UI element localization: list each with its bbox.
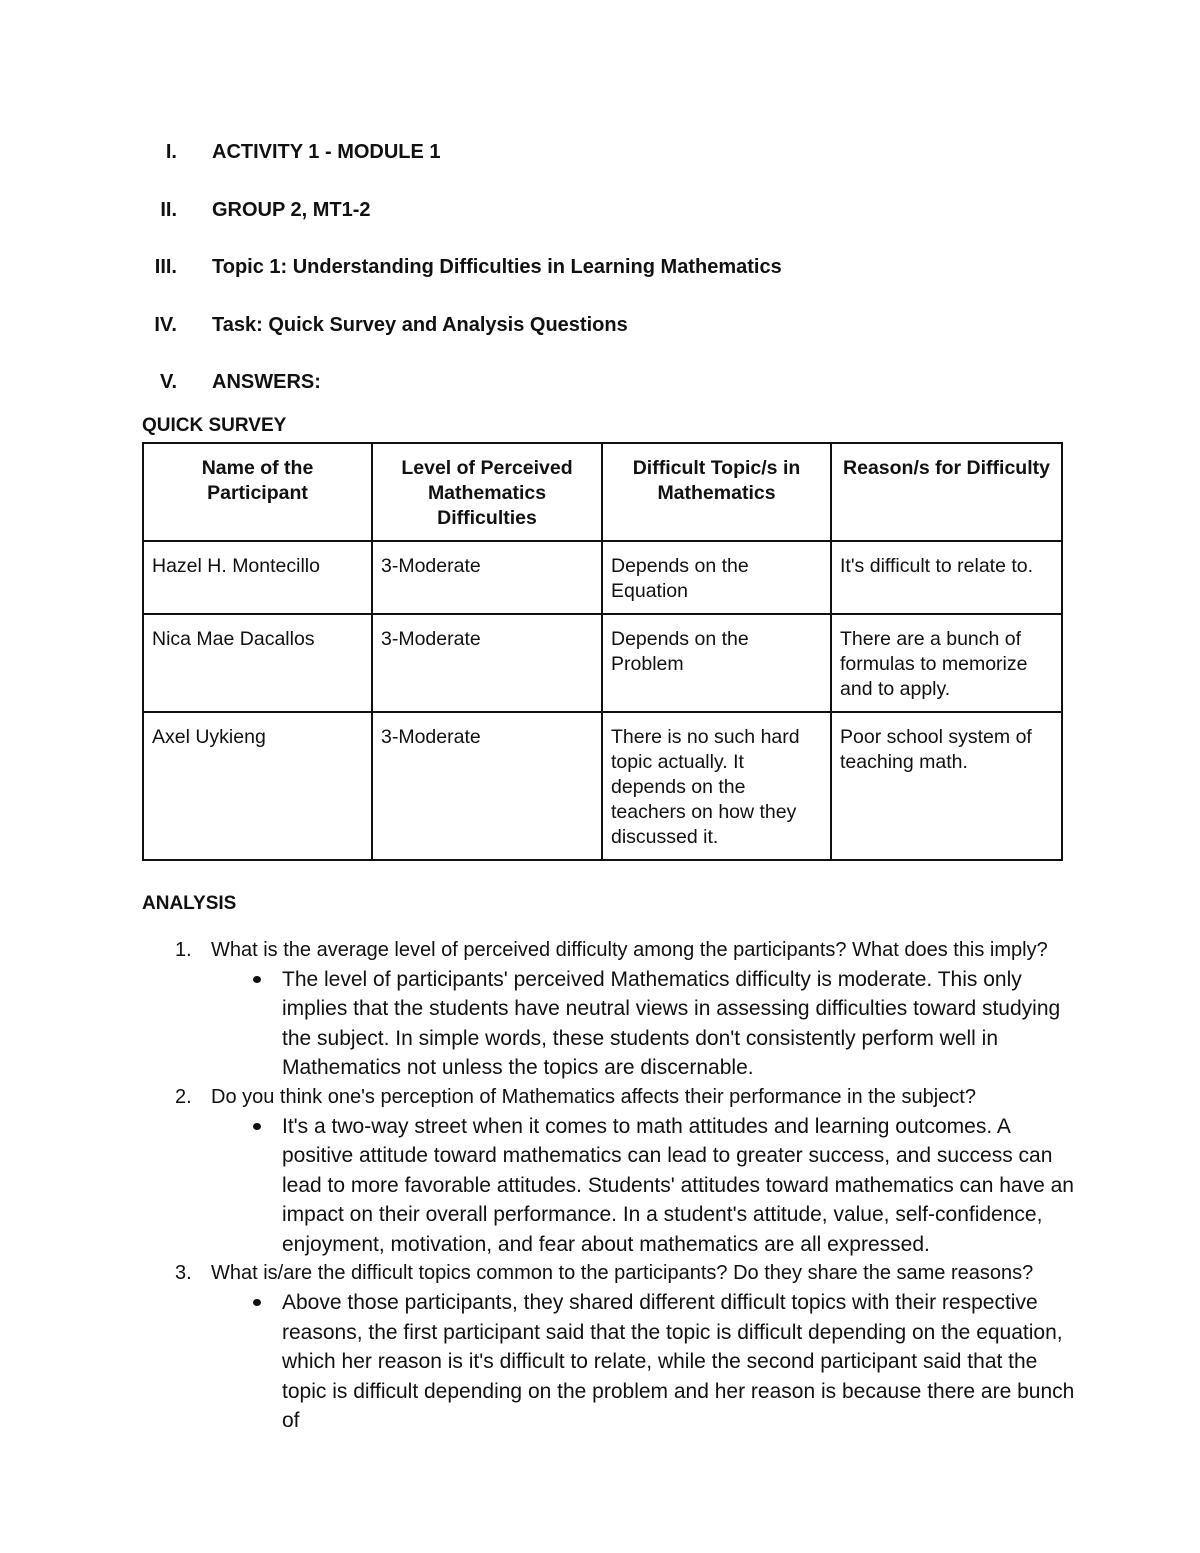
cell-difficult-topic: There is no such hard topic actually. It depends on the teachers on how they discussed it. [602,712,831,860]
cell-difficulty-level: 3-Moderate [372,541,602,614]
cell-reason: It's difficult to relate to. [831,541,1062,614]
cell-difficulty-level: 3-Moderate [372,614,602,712]
answer-text: It's a two-way street when it comes to math attitudes and learning outcomes. A positive attitude toward mathematics can lead to greater success, and success can lead to more favorable attitudes. Students' attitudes toward mathematics can have an impact on their overall performance. In a student's attitude, value, self-confidence, enjoyment, motivation, and fear about mathematics are all expressed. [282,1114,1074,1256]
outline-number: II. [160,198,177,221]
quick-survey-heading: QUICK SURVEY [142,414,287,436]
analysis-list [142,936,1120,1436]
analysis-item [142,1259,1120,1436]
bullet-icon [253,976,261,983]
outline-number: III. [154,256,177,278]
question-text: What is/are the difficult topics common to the participants? Do they share the same reasons? [211,1262,1034,1284]
cell-participant-name: Axel Uykieng [143,712,372,860]
cell-participant-name: Hazel H. Montecillo [143,541,372,614]
cell-participant-name: Nica Mae Dacallos [143,614,372,712]
table-row [143,614,1062,712]
outline-text: Task: Quick Survey and Analysis Questions [212,313,628,336]
outline-text: ANSWERS: [212,371,321,393]
analysis-answer [142,965,1080,1083]
table-header-row [143,443,1062,541]
outline-number: V. [159,371,177,393]
header-difficult-topics: Difficult Topic/s in Mathematics [602,443,831,541]
question-number: 2. [175,1085,192,1108]
header-difficulty-level: Level of Perceived Mathematics Difficulties [372,443,602,541]
outline-text: ACTIVITY 1 - MODULE 1 [212,141,441,163]
bullet-icon [253,1299,261,1306]
analysis-answer [142,1288,1080,1436]
table-row [143,712,1062,860]
outline-item-task [142,313,1120,337]
cell-difficult-topic: Depends on the Equation [602,541,831,614]
question-text: What is the average level of perceived difficulty among the participants? What does this imply? [211,938,1048,961]
outline-item-group [142,198,1120,222]
question-number: 3. [175,1262,192,1284]
outline-text: Topic 1: Understanding Difficulties in Learning Mathematics [212,256,782,278]
answer-text: The level of participants' perceived Mathematics difficulty is moderate. This only implies that the students have neutral views in assessing difficulties toward studying the subject. In simple words, these students don't consistently perform well in Mathematics not unless the topics are discernable. [282,967,1061,1079]
analysis-question [142,936,1120,965]
outline-number: I. [165,141,177,163]
cell-difficulty-level: 3-Moderate [372,712,602,860]
outline-text: GROUP 2, MT1-2 [212,198,371,221]
cell-reason: Poor school system of teaching math. [831,712,1062,860]
outline-item-answers [142,370,1120,394]
header-reasons: Reason/s for Difficulty [831,443,1062,541]
question-text: Do you think one's perception of Mathematics affects their performance in the subject? [211,1085,976,1108]
analysis-item [142,1083,1120,1260]
outline-number: IV. [154,313,177,336]
header-participant-name: Name of the Participant [143,443,372,541]
analysis-question [142,1083,1120,1112]
analysis-answer [142,1112,1080,1260]
table-row [143,541,1062,614]
outline-item-activity [142,140,1120,164]
header-outline [142,140,1120,394]
cell-reason: There are a bunch of formulas to memorize and to apply. [831,614,1062,712]
quick-survey-table [142,442,1063,861]
bullet-icon [253,1123,261,1130]
analysis-heading: ANALYSIS [142,892,237,914]
question-number: 1. [175,938,192,961]
answer-text: Above those participants, they shared different difficult topics with their respective reasons, the first participant said that the topic is difficult depending on the equation, which her reason is it's difficult to relate, while the second participant said that the topic is difficult depending on the problem and her reason is because there are bunch of [282,1291,1075,1432]
outline-item-topic [142,255,1120,279]
cell-difficult-topic: Depends on the Problem [602,614,831,712]
analysis-item [142,936,1120,1083]
analysis-question [142,1259,1120,1288]
